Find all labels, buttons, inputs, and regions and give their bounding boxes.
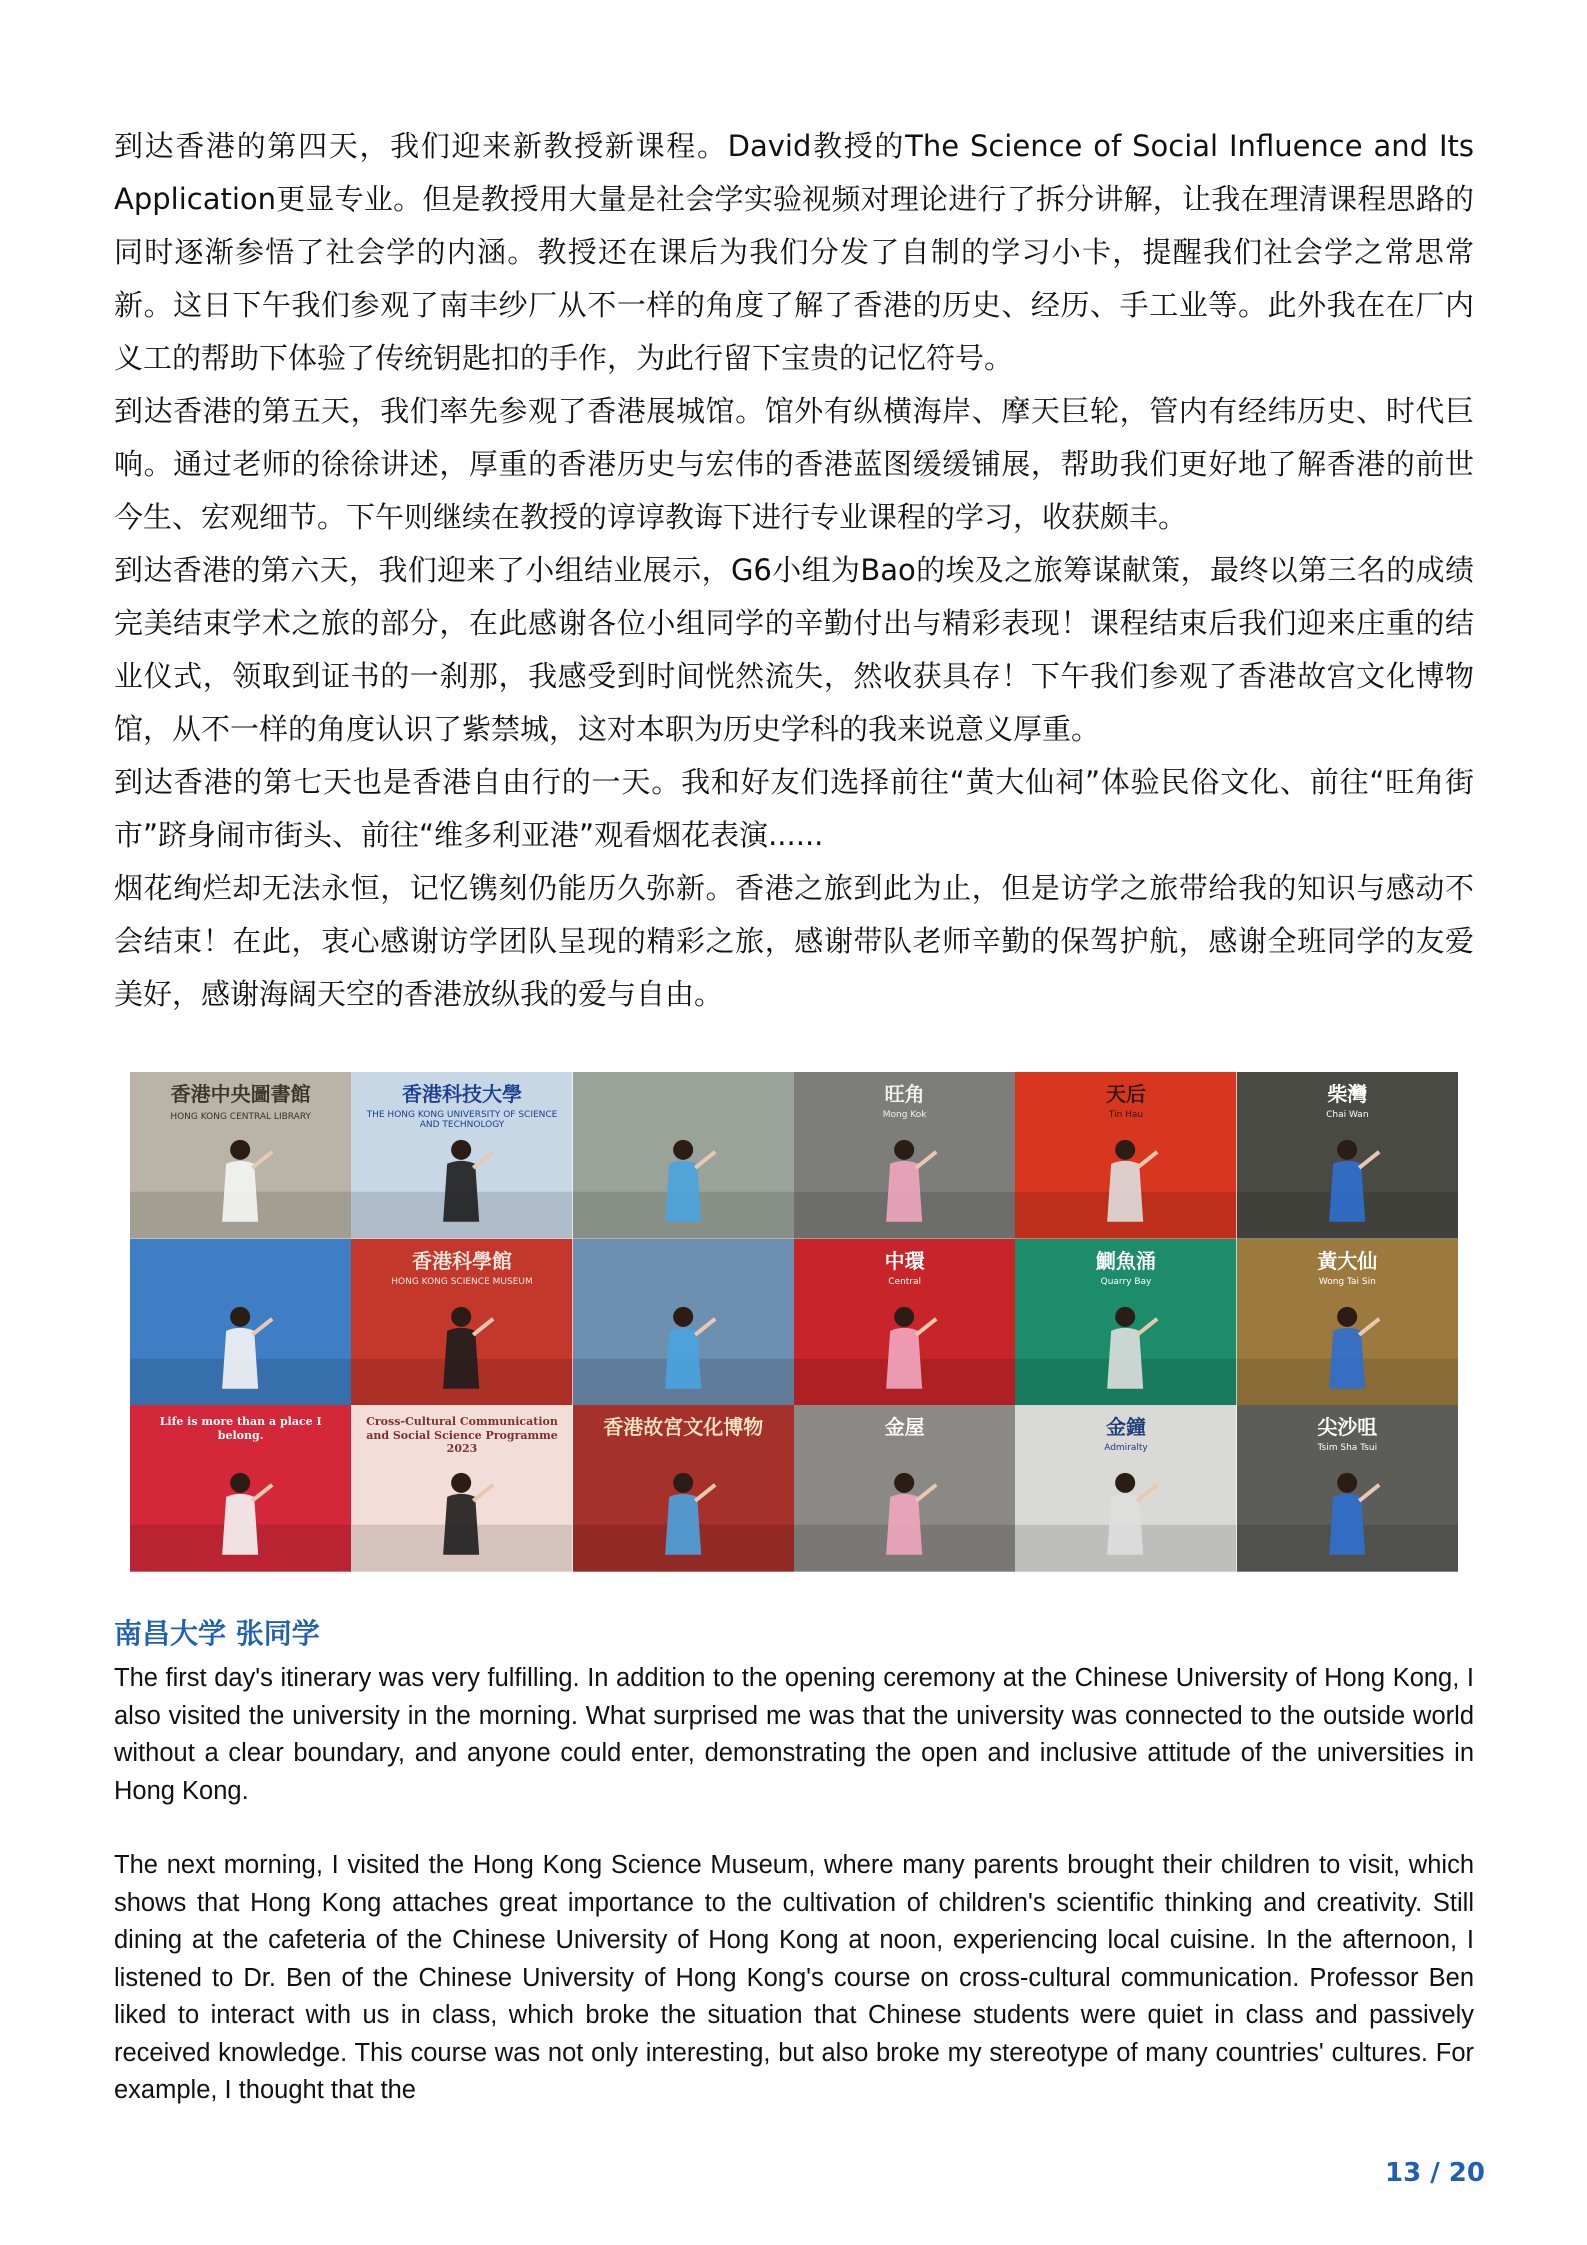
photo-tile bbox=[130, 1239, 351, 1406]
photo-caption: 天后 bbox=[1105, 1082, 1146, 1106]
photo-caption: Cross-Cultural Communication and Social Science Programme 2023 bbox=[366, 1415, 558, 1455]
photo-subcaption: HONG KONG SCIENCE MUSEUM bbox=[391, 1276, 533, 1287]
photo-tile bbox=[130, 1405, 351, 1572]
photo-tile bbox=[1237, 1239, 1458, 1406]
photo-tile bbox=[351, 1072, 572, 1239]
photo-tile bbox=[573, 1239, 794, 1406]
photo-tile bbox=[1237, 1072, 1458, 1239]
photo-caption: 香港科學館 bbox=[411, 1248, 512, 1273]
paragraph-next-morning: The next morning, I visited the Hong Kong Science Museum, where many parents brought their children to visit, which shows that Hong Kong attaches great importance to the cultivation of children's scientific thinking and creativity. Still dining at the cafeteria of the Chinese University of Hong Kong at noon, experiencing local cuisine. In the afternoon, I listened to Dr. Ben of the Chinese University of Hong Kong's course on cross-cultural communication. Professor Ben liked to interact with us in class, which broke the situation that Chinese students were quiet in class and passively received knowledge. This course was not only interesting, but also broke my stereotype of many countries' cultures. For example, I thought that the bbox=[114, 1851, 1474, 2104]
section-title: 南昌大学 张同学 bbox=[114, 1617, 320, 1650]
photo-caption: 香港中央圖書館 bbox=[170, 1082, 311, 1106]
photo-tile bbox=[573, 1072, 794, 1239]
paragraph-closing: 烟花绚烂却无法永恒，记忆镌刻仍能历久弥新。香港之旅到此为止，但是访学之旅带给我的知识与感动不会结束！在此，衷心感谢访学团队呈现的精彩之旅，感谢带队老师辛勤的保驾护航，感谢全班同学的友爱美好，感谢海阔天空的香港放纵我的爱与自由。 bbox=[114, 871, 1474, 1011]
photo-tile bbox=[351, 1239, 572, 1406]
chinese-text-block bbox=[114, 120, 1474, 1021]
photo-tile bbox=[1015, 1239, 1236, 1406]
photo-tile bbox=[1015, 1405, 1236, 1572]
photo-subcaption: Admiralty bbox=[1104, 1443, 1148, 1454]
photo-caption: 金鐘 bbox=[1105, 1415, 1146, 1440]
photo-collage bbox=[130, 1072, 1458, 1572]
photo-caption: 鰂魚涌 bbox=[1095, 1248, 1156, 1273]
photo-caption: Life is more than a place I belong. bbox=[159, 1415, 322, 1442]
photo-caption: 黃大仙 bbox=[1317, 1248, 1378, 1273]
paragraph-day-6: 到达香港的第六天，我们迎来了小组结业展示，G6小组为Bao的埃及之旅筹谋献策，最终以第三名的成绩完美结束学术之旅的部分，在此感谢各位小组同学的辛勤付出与精彩表现！课程结束后我们迎来庄重的结业仪式，领取到证书的一刹那，我感受到时间恍然流失，然收获具存！下午我们参观了香港故宫文化博物馆，从不一样的角度认识了紫禁城，这对本职为历史学科的我来说意义厚重。 bbox=[114, 553, 1474, 746]
paragraph-first-day: The first day's itinerary was very fulfilling. In addition to the opening ceremony at the Chinese University of Hong Kong, I also visited the university in the morning. What surprised me was that the university was connected to the outside world without a clear boundary, and anyone could enter, demonstrating the open and inclusive attitude of the universities in Hong Kong. bbox=[114, 1664, 1474, 1805]
photo-subcaption: HONG KONG CENTRAL LIBRARY bbox=[170, 1112, 311, 1122]
photo-tile bbox=[130, 1072, 351, 1239]
photo-caption: 香港科技大學 bbox=[401, 1082, 522, 1106]
page-number: 13 / 20 bbox=[1385, 2158, 1485, 2188]
photo-subcaption: Chai Wan bbox=[1326, 1110, 1369, 1120]
photo-tile bbox=[1237, 1405, 1458, 1572]
english-text-block bbox=[114, 1660, 1474, 2147]
photo-caption: 中環 bbox=[884, 1248, 925, 1273]
photo-subcaption: Quarry Bay bbox=[1100, 1276, 1152, 1287]
photo-tile bbox=[351, 1405, 572, 1572]
photo-caption: 尖沙咀 bbox=[1317, 1415, 1378, 1440]
photo-tile bbox=[794, 1072, 1015, 1239]
photo-tile bbox=[794, 1239, 1015, 1406]
photo-subcaption: Central bbox=[888, 1276, 922, 1287]
photo-subcaption: Tsim Sha Tsui bbox=[1317, 1443, 1378, 1454]
photo-subcaption: Wong Tai Sin bbox=[1318, 1276, 1376, 1287]
photo-caption: 旺角 bbox=[884, 1082, 925, 1106]
photo-caption: 香港故宮文化博物 bbox=[603, 1415, 764, 1440]
photo-tile bbox=[1015, 1072, 1236, 1239]
photo-tile bbox=[794, 1405, 1015, 1572]
photo-subcaption: THE HONG KONG UNIVERSITY OF SCIENCE AND TECHNOLOGY bbox=[366, 1110, 558, 1130]
photo-caption: 柴灣 bbox=[1327, 1082, 1368, 1106]
photo-subcaption: Mong Kok bbox=[882, 1110, 927, 1120]
photo-caption: 金屋 bbox=[884, 1415, 925, 1440]
paragraph-day-7: 到达香港的第七天也是香港自由行的一天。我和好友们选择前往“黄大仙祠”体验民俗文化、前往“旺角街市”跻身闹市街头、前往“维多利亚港”观看烟花表演...... bbox=[114, 765, 1474, 852]
paragraph-day-5: 到达香港的第五天，我们率先参观了香港展城馆。馆外有纵横海岸、摩天巨轮，管内有经纬历史、时代巨响。通过老师的徐徐讲述，厚重的香港历史与宏伟的香港蓝图缓缓铺展，帮助我们更好地了解香港的前世今生、宏观细节。下午则继续在教授的谆谆教诲下进行专业课程的学习，收获颇丰。 bbox=[114, 394, 1474, 534]
photo-subcaption: Tin Hau bbox=[1108, 1110, 1144, 1120]
paragraph-day-4: 到达香港的第四天，我们迎来新教授新课程。David教授的The Science of Social Influence and Its Application更显专业。但是教授用大量是社会学实验视频对理论进行了拆分讲解，让我在理清课程思路的同时逐渐参悟了社会学的内涵。教授还在课后为我们分发了自制的学习小卡，提醒我们社会学之常思常新。这日下午我们参观了南丰纱厂从不一样的角度了解了香港的历史、经历、手工业等。此外我在在厂内义工的帮助下体验了传统钥匙扣的手作，为此行留下宝贵的记忆符号。 bbox=[114, 129, 1474, 375]
photo-tile bbox=[573, 1405, 794, 1572]
